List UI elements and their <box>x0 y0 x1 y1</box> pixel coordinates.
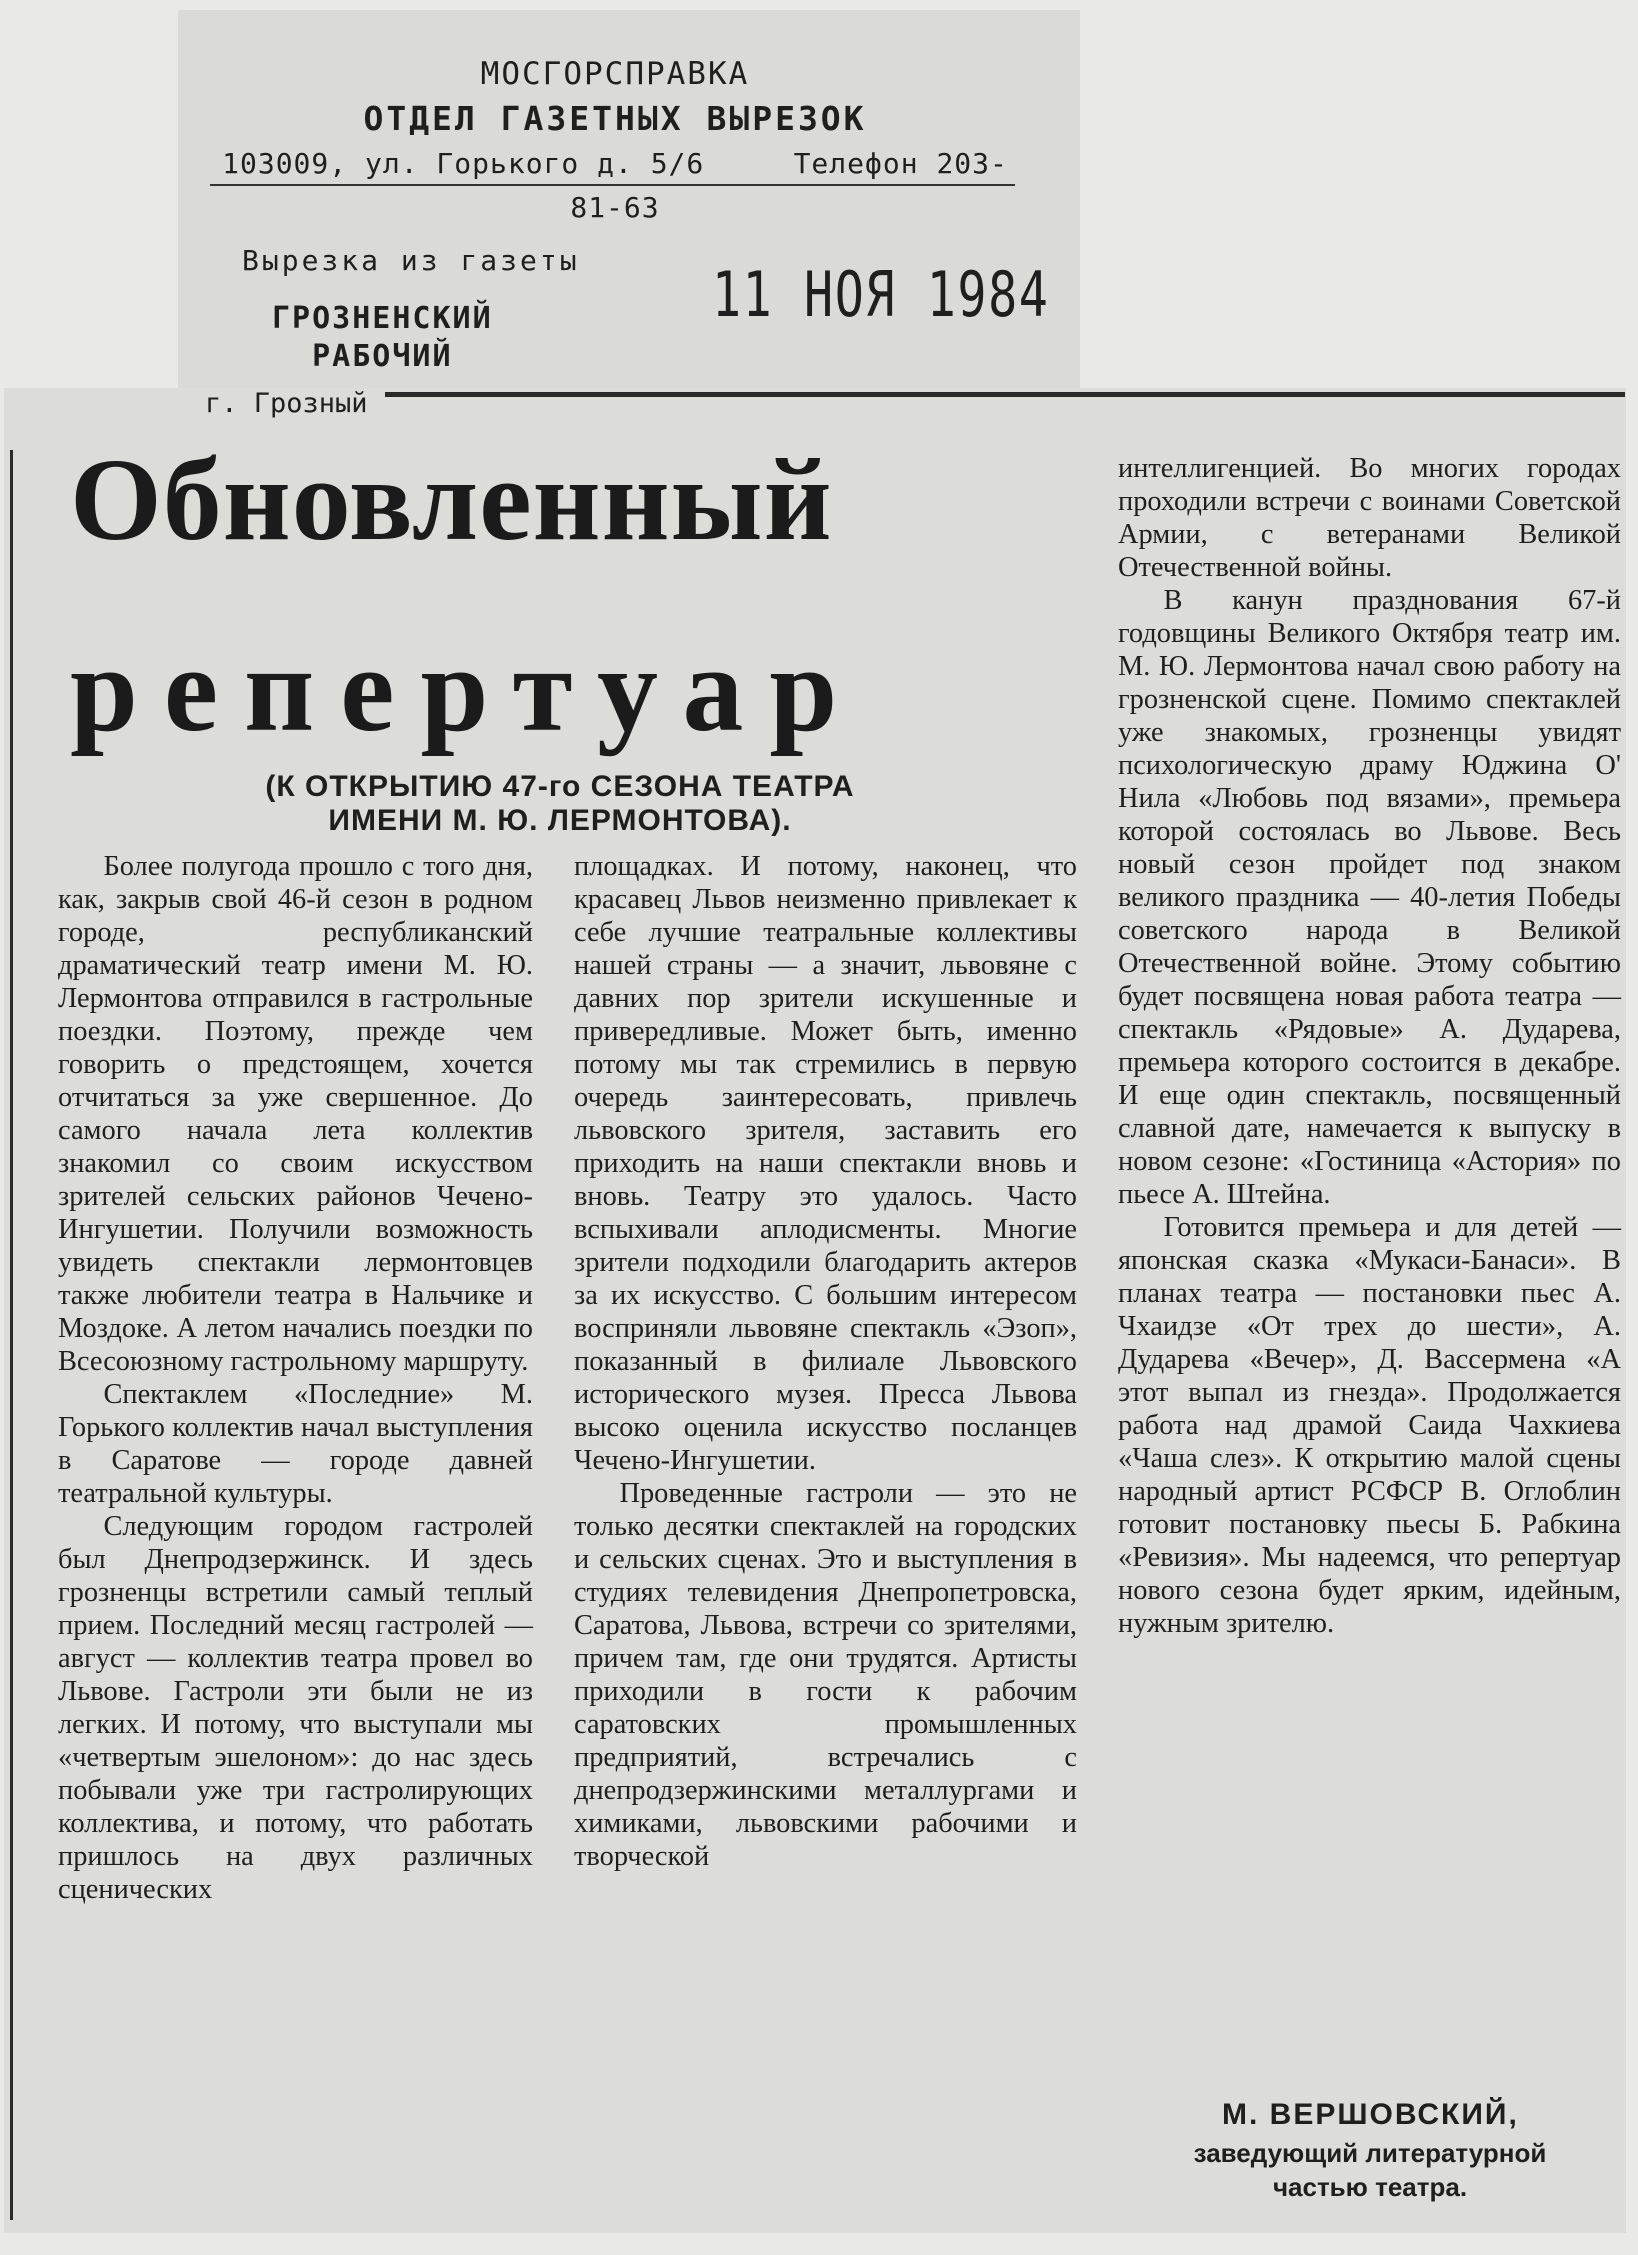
author-role <box>1160 2136 1580 2204</box>
author-role-line1: заведующий литературной <box>1193 2138 1547 2168</box>
headline-line1: Обновленный <box>70 434 833 565</box>
article-column-1 <box>58 850 533 1906</box>
top-rule <box>385 392 1625 397</box>
newspaper-name-line1: ГРОЗНЕНСКИЙ <box>272 301 493 336</box>
stamp-divider <box>210 184 1015 186</box>
article-column-3 <box>1118 452 1621 1640</box>
stamp-phone: Телефон 203-81-63 <box>570 147 1008 224</box>
stamp-contacts <box>205 142 1025 230</box>
newspaper-name-line2: РАБОЧИЙ <box>312 339 453 374</box>
paragraph: Проведенные гастроли — это не только десятки спектаклей на городских и сельских сценах. Это и выступления в студиях телевидения Днепропетровска, Саратова, Львова, встречи со зрителями, причем там, где они трудятся. Артисты приходили в гости к рабочим саратовских промышленных предприятий, встречались с днепродзержинскими металлургами и химиками, львовскими рабочими и творческой <box>574 1478 1077 1872</box>
paragraph: Готовится премьера и для детей — японская сказка «Мукаси-Банаси». В планах театра — постановки пьес А. Чхаидзе «От трех до шести», А. Дударева «Вечер», Д. Вассермена «А этот выпал из гнезда». Продолжается работа над драмой Саида Чахкиева «Чаша слез». К открытию малой сцены народный артист РСФСР В. Оглоблин готовит постановку пьесы Б. Рабкина «Ревизия». Мы надеемся, что репертуар нового сезона будет ярким, идейным, нужным зрителю. <box>1118 1212 1621 1639</box>
stamp-address: 103009, ул. Горького д. 5/6 <box>222 147 705 180</box>
author-name: М. ВЕРШОВСКИЙ, <box>1222 2098 1519 2131</box>
subhead-line2: ИМЕНИ М. Ю. ЛЕРМОНТОВА). <box>328 804 792 837</box>
archive-stamp <box>205 52 1025 230</box>
paragraph: В канун празднования 67-й годовщины Великого Октября театр им. М. Ю. Лермонтова начал свою работу на грозненской сцене. Помимо спектаклей уже знакомых, грозненцы увидят психологическую драму Юджина О' Нила «Любовь под вязами», премьера которой состоялась во Львове. Весь новый сезон пройдет под знаком великого праздника — 40-летия Победы советского народа в Великой Отечественной войне. Этому событию будет посвящена новая работа театра — спектакль «Рядовые» А. Дударева, премьера которого состоится в декабре. И еще один спектакль, посвященный славной дате, намечается к выпуску в новом сезоне: «Гостиница «Астория» по пьесе А. Штейна. <box>1118 585 1621 1210</box>
paragraph: интеллигенцией. Во многих городах проходили встречи с воинами Советской Армии, с ветеранами Великой Отечественной войны. <box>1118 453 1621 583</box>
paragraph: Следующим городом гастролей был Днепродзержинск. И здесь грозненцы встретили самый теплый прием. Последний месяц гастролей — август — коллектив театра провел во Львове. Гастроли эти были не из легких. И потому, что выступали мы «четвертым эшелоном»: до нас здесь побывали уже три гастролирующих коллектива, и потому, что работать пришлось на двух различных сценических <box>58 1511 533 1905</box>
clip-label: Вырезка из газеты <box>242 244 580 277</box>
paragraph: Спектаклем «Последние» М. Горького коллектив начал выступления в Саратове — городе давней театральной культуры. <box>58 1379 533 1509</box>
paragraph: Более полугода прошло с того дня, как, закрыв свой 46-й сезон в родном городе, республиканский драматический театр имени М. Ю. Лермонтова отправился в гастрольные поездки. Поэтому, прежде чем говорить о предстоящем, хочется отчитаться за уже свершенное. До самого начала лета коллектив знакомил со своим искусством зрителей сельских районов Чечено-Ингушетии. Получили возможность увидеть спектакли лермонтовцев также любители театра в Нальчике и Моздоке. А летом начались поездки по Всесоюзному гастрольному маршруту. <box>58 851 533 1377</box>
left-rule <box>10 450 13 2220</box>
article-column-2 <box>574 850 1077 1873</box>
subhead-line1: (К ОТКРЫТИЮ 47-го СЕЗОНА ТЕАТРА <box>265 770 855 803</box>
author-role-line2: частью театра. <box>1272 2172 1468 2202</box>
subheadline <box>170 770 950 838</box>
city-label: г. Грозный <box>205 388 368 419</box>
stamp-dept: ОТДЕЛ ГАЗЕТНЫХ ВЫРЕЗОК <box>363 99 867 138</box>
newspaper-name <box>272 300 493 376</box>
headline-line2: репертуар <box>70 622 864 757</box>
date-stamp: 11 НОЯ 1984 <box>712 258 1050 331</box>
paragraph: площадках. И потому, наконец, что красавец Львов неизменно привлекает к себе лучшие театральные коллективы нашей страны — а значит, львовяне с давних пор зрители искушенные и привередливые. Может быть, именно потому мы так стремились в первую очередь заинтересовать, привлечь львовского зрителя, заставить его приходить на наши спектакли вновь и вновь. Театру это удалось. Часто вспыхивали аплодисменты. Многие зрители подходили благодарить актеров за их искусство. С большим интересом восприняли львовяне спектакль «Эзоп», показанный в филиале Львовского исторического музея. Пресса Львова высоко оценила искусство посланцев Чечено-Ингушетии. <box>574 851 1077 1476</box>
stamp-org: МОСГОРСПРАВКА <box>480 56 750 92</box>
